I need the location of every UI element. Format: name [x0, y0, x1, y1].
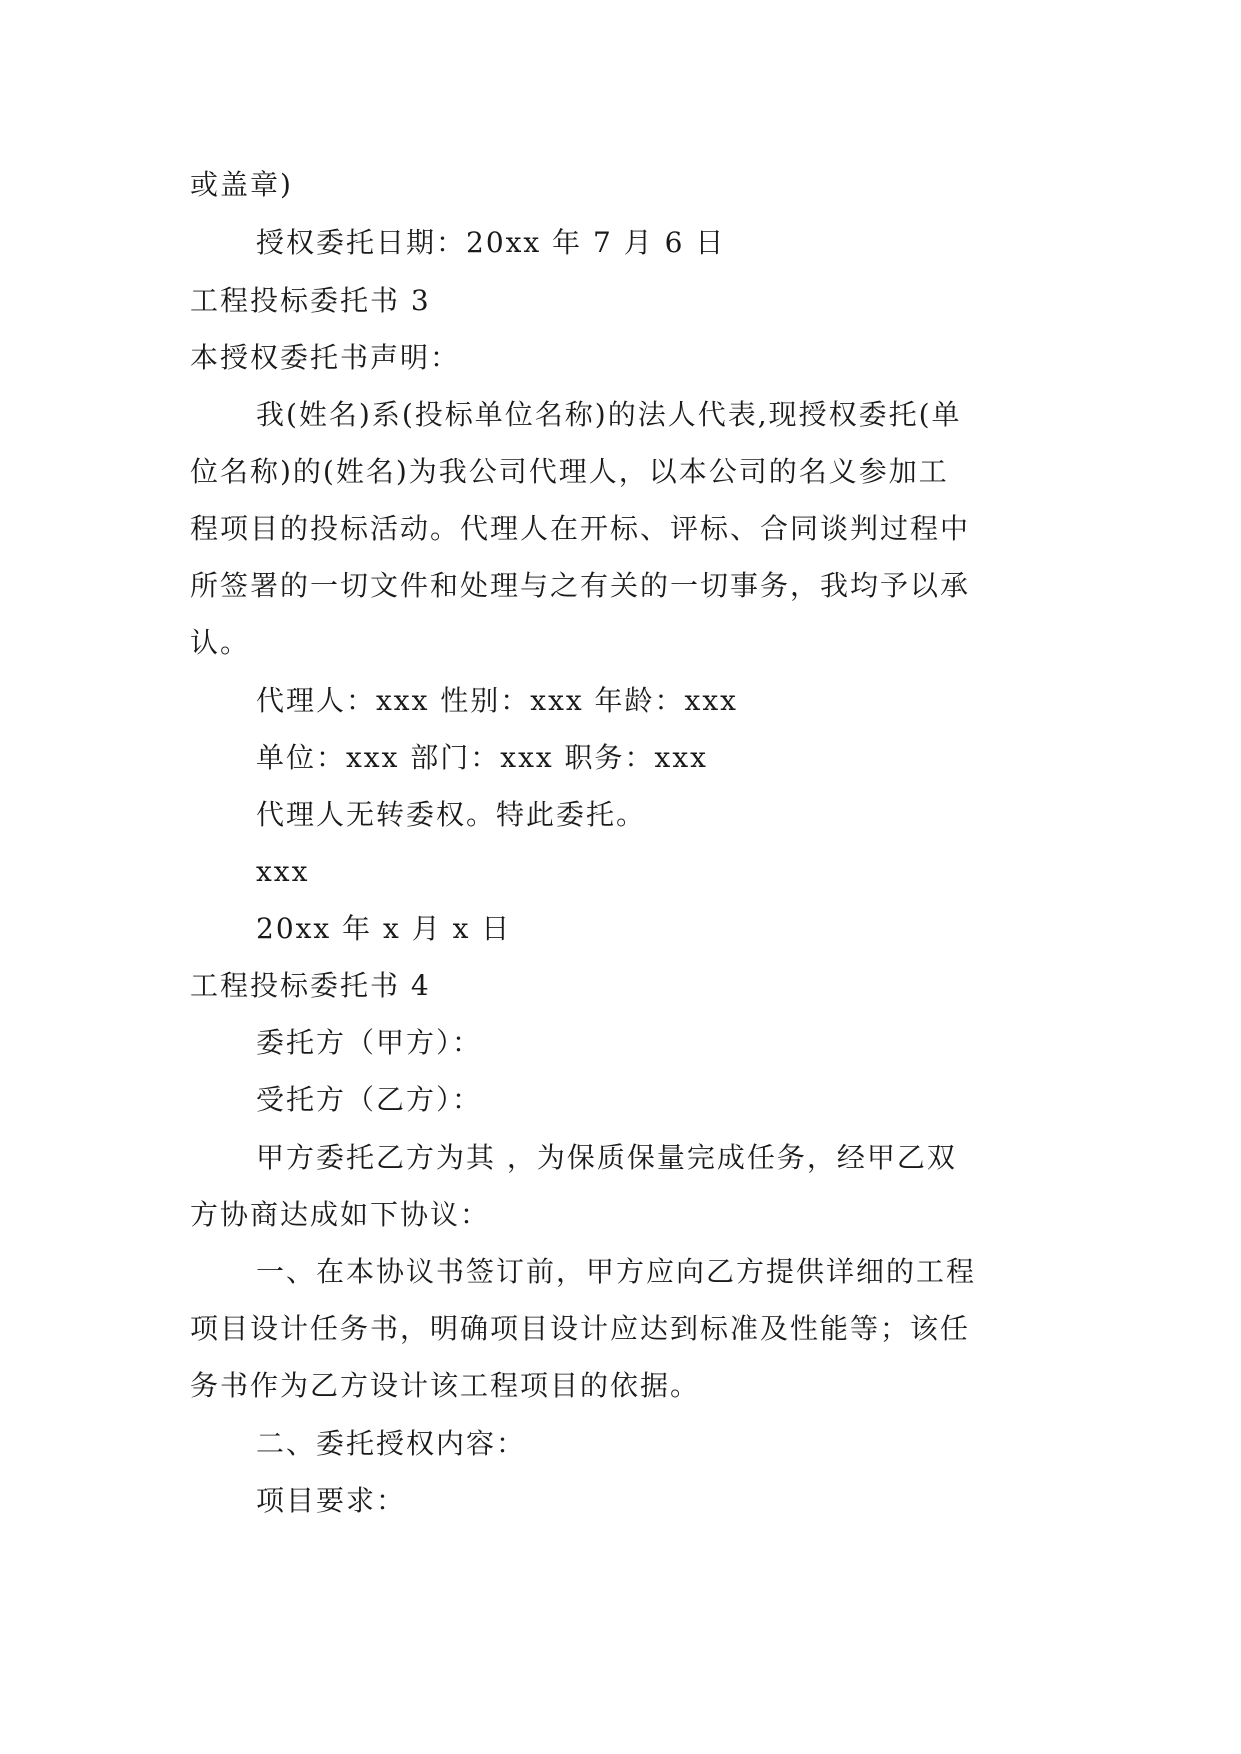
paragraph-line: 项目设计任务书，明确项目设计应达到标准及性能等；该任 — [190, 1312, 971, 1345]
paragraph-line: 一、在本协议书签订前，甲方应向乙方提供详细的工程 — [256, 1255, 977, 1288]
text-line: 或盖章) — [190, 168, 293, 201]
authorization-date: 授权委托日期：20xx 年 7 月 6 日 — [256, 226, 726, 259]
section-heading: 工程投标委托书 3 — [190, 284, 431, 317]
section-item-line: 二、委托授权内容： — [256, 1427, 527, 1460]
statement-heading: 本授权委托书声明： — [190, 341, 461, 374]
paragraph-line: 方协商达成如下协议： — [190, 1198, 491, 1231]
paragraph-line: 位名称)的(姓名)为我公司代理人，以本公司的名义参加工 — [190, 455, 949, 488]
unit-info-line: 单位：xxx 部门：xxx 职务：xxx — [256, 741, 708, 774]
section-item-line: 项目要求： — [256, 1484, 407, 1517]
date-line: 20xx 年 x 月 x 日 — [256, 912, 512, 945]
paragraph-line: 我(姓名)系(投标单位名称)的法人代表,现授权委托(单 — [256, 398, 962, 431]
text-line: 代理人无转委权。特此委托。 — [256, 798, 647, 831]
paragraph-line: 所签署的一切文件和处理与之有关的一切事务，我均予以承 — [190, 569, 971, 602]
principal-line: 委托方（甲方）： — [256, 1026, 483, 1059]
paragraph-line: 甲方委托乙方为其 ，为保质保量完成任务，经甲乙双 — [256, 1141, 957, 1174]
section-heading: 工程投标委托书 4 — [190, 969, 431, 1002]
paragraph-line: 程项目的投标活动。代理人在开标、评标、合同谈判过程中 — [190, 512, 971, 545]
paragraph-line: 务书作为乙方设计该工程项目的依据。 — [190, 1369, 701, 1402]
paragraph-line: 认。 — [190, 626, 251, 659]
agent-line: 受托方（乙方）： — [256, 1083, 483, 1116]
agent-info-line: 代理人：xxx 性别：xxx 年龄：xxx — [256, 684, 738, 717]
signature-line: xxx — [256, 855, 310, 888]
